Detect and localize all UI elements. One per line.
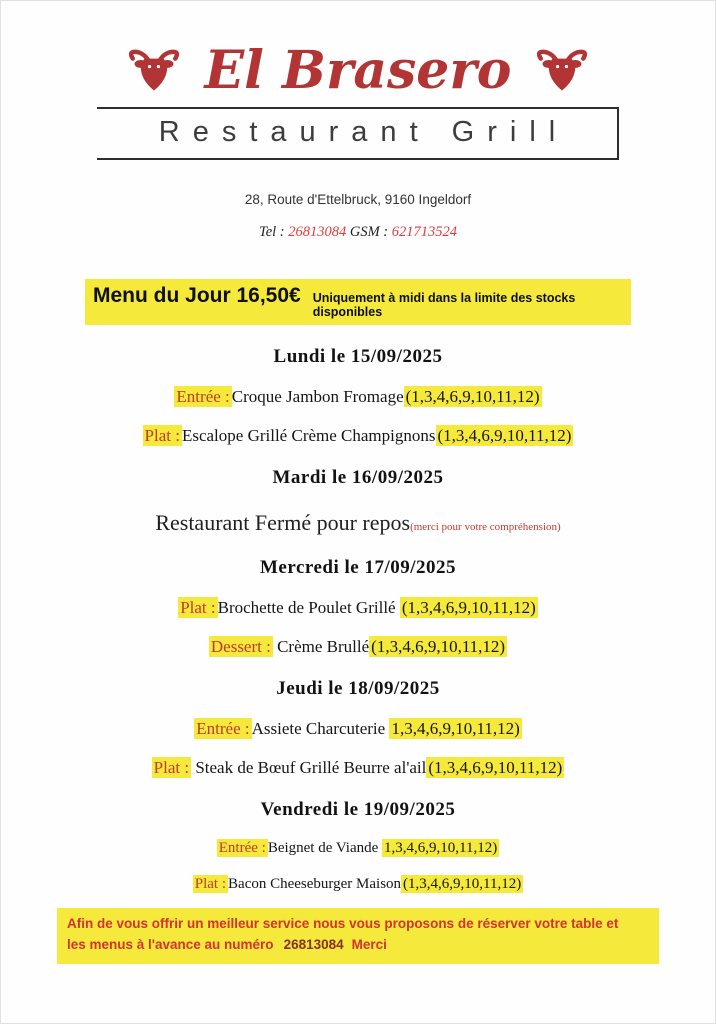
- closed-notice: [1, 510, 715, 536]
- reservation-phone-number: 26813084: [283, 936, 344, 952]
- day-date: Lundi le 15/09/2025: [273, 346, 443, 367]
- menu-item: [1, 840, 715, 857]
- menu-item: [1, 637, 715, 657]
- course-label: Entrée :: [196, 719, 250, 738]
- menu-item: [1, 387, 715, 407]
- reservation-line2: les menus à l'avance au numéro: [67, 936, 274, 952]
- day-date: Mercredi le 17/09/2025: [259, 557, 457, 578]
- reservation-note: [57, 908, 659, 964]
- course-label: Entrée :: [176, 387, 230, 406]
- day-date: Mardi le 16/09/2025: [272, 467, 444, 488]
- menu-item: [1, 719, 715, 739]
- restaurant-subtitle: Restaurant Grill: [158, 116, 569, 148]
- dish-name: Steak de Bœuf Grillé Beurre al'ail: [191, 758, 427, 777]
- course-label: Dessert :: [210, 637, 271, 656]
- allergen-codes: 1,3,4,6,9,10,11,12): [384, 840, 498, 856]
- menu-availability-note: Uniquement à midi dans la limite des stocks disponibles: [312, 291, 576, 319]
- menu-item: [1, 598, 715, 618]
- day-date: Vendredi le 19/09/2025: [260, 799, 456, 820]
- bull-head-icon: [533, 48, 591, 94]
- logo-row: [1, 1, 715, 101]
- closed-text: Restaurant Fermé pour repos: [155, 510, 411, 535]
- logo-subtitle-box: [97, 107, 619, 160]
- allergen-codes: (1,3,4,6,9,10,11,12): [403, 876, 522, 892]
- allergen-codes: (1,3,4,6,9,10,11,12): [405, 387, 540, 406]
- gsm-label: GSM :: [349, 224, 389, 240]
- day-section-mercredi: [1, 557, 715, 657]
- dish-name: Croque Jambon Fromage: [231, 387, 404, 406]
- menu-title: Menu du Jour 16,50€: [93, 284, 301, 307]
- restaurant-address: 28, Route d'Ettelbruck, 9160 Ingeldorf: [244, 192, 472, 207]
- day-section-lundi: [1, 346, 715, 446]
- day-section-mardi: [1, 467, 715, 536]
- day-date: Jeudi le 18/09/2025: [276, 678, 440, 699]
- allergen-codes: (1,3,4,6,9,10,11,12): [371, 637, 506, 656]
- gsm-number: 621713524: [391, 224, 458, 240]
- allergen-codes: 1,3,4,6,9,10,11,12): [391, 719, 520, 738]
- closed-apology-note: (merci pour votre compréhension): [410, 521, 561, 533]
- menu-item: [1, 426, 715, 446]
- allergen-codes: (1,3,4,6,9,10,11,12): [437, 426, 572, 445]
- restaurant-logo-text: El Brasero: [204, 40, 512, 101]
- menu-item: [1, 758, 715, 778]
- dish-name: Escalope Grillé Crème Champignons: [181, 426, 436, 445]
- reservation-line1: Afin de vous offrir un meilleur service nous vous proposons de réserver votre table et: [67, 916, 619, 931]
- dish-name: Assiete Charcuterie: [251, 719, 390, 738]
- menu-banner: [85, 279, 631, 325]
- dish-name: Crème Brullé: [272, 637, 370, 656]
- tel-number: 26813084: [288, 224, 347, 240]
- day-section-jeudi: [1, 678, 715, 778]
- course-label: Entrée :: [218, 840, 266, 856]
- allergen-codes: (1,3,4,6,9,10,11,12): [401, 598, 536, 617]
- menu-item: [1, 876, 715, 893]
- dish-name: Bacon Cheeseburger Maison: [228, 876, 402, 892]
- course-label: Plat :: [153, 758, 190, 777]
- reservation-merci: Merci: [351, 936, 387, 952]
- tel-label: Tel :: [258, 224, 285, 240]
- phone-line: [1, 224, 715, 241]
- dish-name: Brochette de Poulet Grillé: [217, 598, 400, 617]
- day-section-vendredi: [1, 799, 715, 893]
- dish-name: Beignet de Viande: [267, 840, 383, 856]
- course-label: Plat :: [180, 598, 216, 617]
- bull-head-icon: [125, 48, 183, 94]
- allergen-codes: (1,3,4,6,9,10,11,12): [428, 758, 563, 777]
- course-label: Plat :: [194, 876, 227, 892]
- course-label: Plat :: [144, 426, 180, 445]
